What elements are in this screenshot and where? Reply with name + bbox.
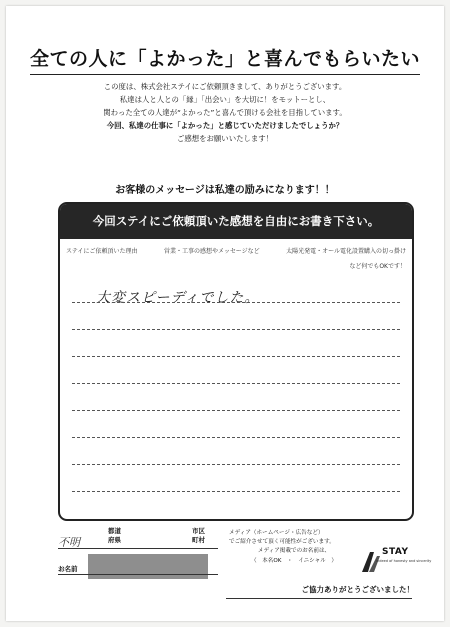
name-underline (58, 574, 218, 575)
media-line-1: メディア（ホームページ・広告など） (229, 530, 324, 536)
media-line-2: でご紹介させて頂く可能性がございます。 (229, 538, 335, 545)
media-notice (229, 529, 359, 565)
handwritten-prefecture: 不明 (58, 536, 80, 549)
prefecture-label (108, 527, 121, 545)
prefecture-label-line2: 府県 (108, 536, 121, 544)
feedback-box (58, 202, 414, 521)
page-title: 全ての人に「よかった」と喜んでもらいたい (29, 48, 420, 70)
feedback-hints (66, 246, 406, 255)
logo-subtext: Indeed of honesty and sincerity (376, 559, 432, 563)
intro-line-1: この度は、株式会社ステイにご依頼頂きまして、ありがとうございます。 (103, 82, 347, 91)
intro-line-5: ご感想をお願いいたします！ (176, 134, 274, 143)
writing-line (72, 329, 400, 330)
address-underline (58, 548, 218, 549)
writing-line (72, 491, 400, 492)
intro-text (6, 80, 444, 145)
city-label-line1: 市区 (192, 527, 205, 535)
intro-line-4: 今回、私達の仕事に「よかった」と感じていただけましたでしょうか？ (106, 121, 344, 130)
media-line-3: メディア掲載でのお名前は、 (257, 548, 331, 554)
feedback-box-heading: 今回ステイにご依頼頂いた感想を自由にお書き下さい。 (60, 204, 412, 239)
name-label: お名前 (58, 565, 78, 573)
hint-reason: ステイにご依頼頂いた理由 (66, 248, 138, 255)
writing-line (72, 383, 400, 384)
thanks-message: ご協力ありがとうございました！ (301, 585, 414, 594)
writing-line (72, 302, 400, 303)
name-redaction (88, 554, 208, 579)
title-divider (30, 74, 420, 75)
intro-line-2: 私達は人と人との「縁」「出会い」を大切に！をモットーとし、 (119, 95, 331, 104)
prefecture-label-line1: 都道 (108, 527, 121, 535)
hint-anything: など何でもOKです！ (349, 263, 406, 270)
hint-impression: 営業・工事の感想やメッセージなど (163, 248, 260, 255)
writing-line (72, 356, 400, 357)
intro-line-3: 関わった全ての人達が“よかった”と喜んで頂ける会社を目指しています。 (103, 108, 347, 117)
city-label-line2: 町村 (192, 536, 205, 544)
writing-line (72, 437, 400, 438)
writing-line (72, 464, 400, 465)
customer-form (6, 526, 444, 621)
hint-trigger: 太陽光発電・オール電化設置購入の切っ掛け (286, 248, 406, 255)
message-heading: お客様のメッセージは私達の励みになります！！ (115, 185, 335, 196)
city-label (192, 527, 205, 545)
thanks-underline (226, 598, 412, 599)
survey-sheet (6, 6, 444, 621)
media-line-4: （ 本名OK ・ イニシャル ） (250, 557, 338, 564)
handwritten-comment: 大変スピーディでした。 (96, 290, 260, 306)
logo-text: STAY (382, 547, 409, 557)
writing-line (72, 410, 400, 411)
